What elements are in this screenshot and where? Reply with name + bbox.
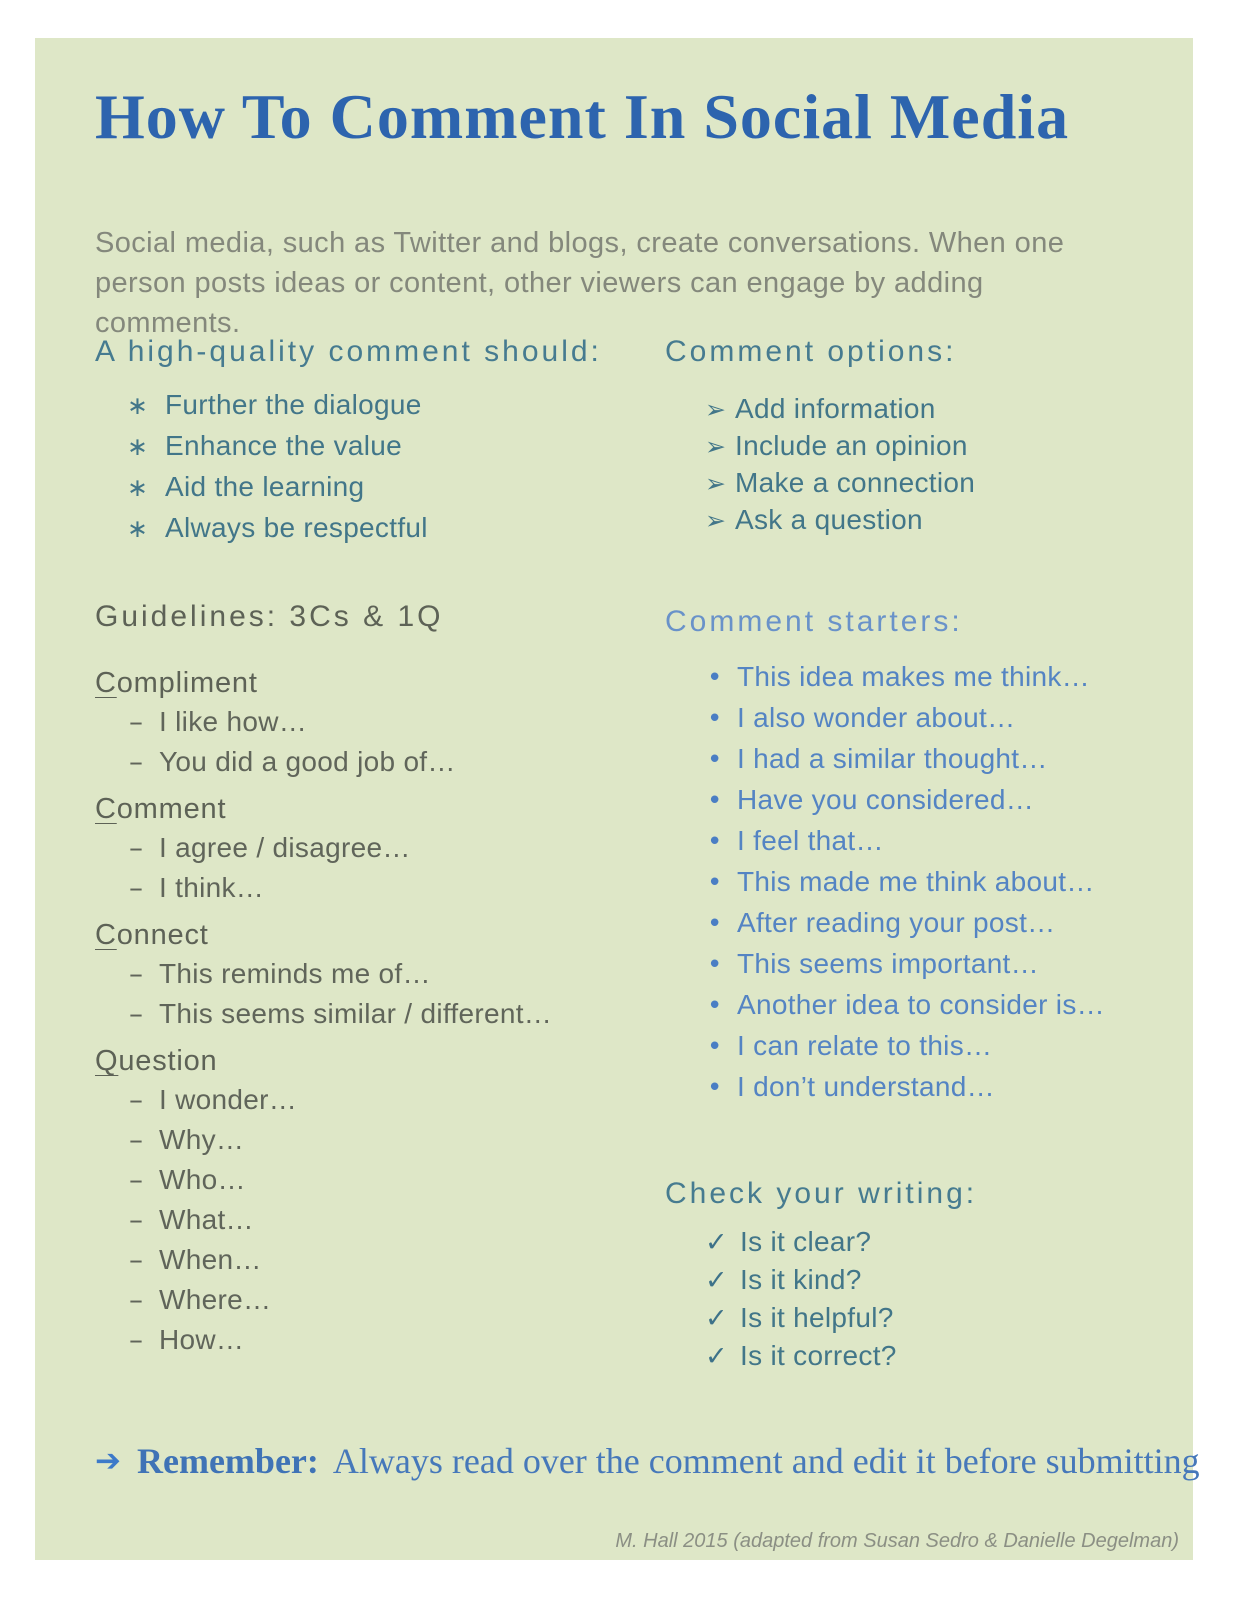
list-item-text: When… (159, 1244, 262, 1275)
list-item-text: This reminds me of… (159, 958, 431, 989)
list-item (665, 502, 1210, 539)
dash-icon: – (129, 1203, 144, 1236)
remember-text: Always read over the comment and edit it before submitting (332, 1441, 1200, 1481)
section-header: Guidelines: 3Cs & 1Q (95, 600, 444, 633)
list-item (95, 994, 655, 1034)
section-check-your-writing (665, 1175, 1210, 1375)
right-arrow-icon: ➔ (95, 1443, 121, 1479)
list-item (95, 868, 655, 908)
list-item (665, 1026, 1225, 1067)
group-items (95, 828, 655, 908)
dash-icon: – (129, 1123, 144, 1156)
dash-icon: – (129, 1163, 144, 1196)
checkmark-icon: ✓ (705, 1303, 728, 1334)
list-item-text: This seems important… (737, 948, 1039, 979)
dot-bullet-icon: • (707, 1032, 723, 1062)
group-compliment (95, 664, 655, 782)
section-header: Comment options: (665, 335, 957, 368)
arrow-bullet-icon: ➢ (705, 432, 727, 461)
dash-icon: – (129, 997, 144, 1030)
dot-bullet-icon: • (707, 745, 723, 775)
list-item-text: Enhance the value (165, 430, 403, 461)
section-comment-options (665, 333, 1210, 539)
dash-icon: – (129, 1083, 144, 1116)
list-item-text: I wonder… (159, 1084, 298, 1115)
list-item (95, 702, 655, 742)
group-question (95, 1042, 655, 1360)
group-items (95, 954, 655, 1034)
section-header: Comment starters: (665, 605, 963, 638)
page-title: How To Comment In Social Media (95, 81, 1070, 152)
remember-note (95, 1440, 1200, 1482)
list-item-text: Is it correct? (740, 1340, 897, 1371)
group-title: Question (95, 1045, 218, 1077)
checkmark-icon: ✓ (705, 1341, 728, 1372)
asterisk-icon: ∗ (127, 432, 149, 461)
dot-bullet-icon: • (707, 704, 723, 734)
list-item (665, 1223, 1210, 1261)
checkmark-icon: ✓ (705, 1265, 728, 1296)
dot-bullet-icon: • (707, 663, 723, 693)
dash-icon: – (129, 871, 144, 904)
list-item-text: You did a good job of… (159, 746, 456, 777)
list-item-text: What… (159, 1204, 254, 1235)
list-item (95, 1280, 655, 1320)
list-item (95, 1200, 655, 1240)
dot-bullet-icon: • (707, 786, 723, 816)
section-guidelines (95, 598, 655, 1360)
list-item-text: I agree / disagree… (159, 832, 411, 863)
list-item (665, 1067, 1225, 1108)
list-item-text: Is it helpful? (740, 1302, 894, 1333)
list-item (95, 1120, 655, 1160)
dash-icon: – (129, 831, 144, 864)
list-item (665, 944, 1225, 985)
group-title: Compliment (95, 667, 258, 699)
list-item-text: This seems similar / different… (159, 998, 553, 1029)
list-item-text: Further the dialogue (165, 389, 422, 420)
list-item (95, 1160, 655, 1200)
arrow-bullet-icon: ➢ (705, 506, 727, 535)
list-item (95, 385, 655, 426)
remember-label: Remember: (136, 1441, 319, 1481)
section-high-quality-comment (95, 333, 655, 549)
arrow-bullet-icon: ➢ (705, 395, 727, 424)
dash-icon: – (129, 1283, 144, 1316)
list-item (665, 985, 1225, 1026)
list-item (665, 780, 1225, 821)
list-item-text: This idea makes me think… (737, 661, 1090, 692)
dash-icon: – (129, 745, 144, 778)
list-item (665, 739, 1225, 780)
dash-icon: – (129, 1243, 144, 1276)
list-item-text: Include an opinion (735, 430, 968, 461)
dash-icon: – (129, 705, 144, 738)
dot-bullet-icon: • (707, 1073, 723, 1103)
group-connect (95, 916, 655, 1034)
check-list (665, 1223, 1210, 1375)
list-item (665, 1261, 1210, 1299)
group-items (95, 702, 655, 782)
section-header: A high-quality comment should: (95, 335, 602, 368)
checkmark-icon: ✓ (705, 1227, 728, 1258)
list-item (665, 1299, 1210, 1337)
dot-bullet-icon: • (707, 991, 723, 1021)
intro-text: Social media, such as Twitter and blogs, create conversations. When one person posts ideas or content, other viewers can engage by adding comments. (95, 227, 1065, 339)
asterisk-icon: ∗ (127, 473, 149, 502)
list-item (95, 426, 655, 467)
list-item-text: Have you considered… (737, 784, 1035, 815)
list-item-text: Add information (735, 393, 936, 424)
list-item (665, 391, 1210, 428)
list-item-text: Another idea to consider is… (737, 989, 1105, 1020)
group-title: Connect (95, 919, 209, 951)
list-item (95, 1240, 655, 1280)
list-item (665, 862, 1225, 903)
list-item (665, 1337, 1210, 1375)
dot-bullet-icon: • (707, 827, 723, 857)
asterisk-icon: ∗ (127, 391, 149, 420)
list-item-text: I think… (159, 872, 265, 903)
list-item (665, 465, 1210, 502)
list-item-text: Why… (159, 1124, 245, 1155)
list-item-text: I don’t understand… (737, 1071, 995, 1102)
list-item (95, 467, 655, 508)
dot-bullet-icon: • (707, 868, 723, 898)
list-item-text: Make a connection (735, 467, 976, 498)
starters-list (665, 657, 1225, 1108)
section-comment-starters (665, 603, 1225, 1108)
group-items (95, 1080, 655, 1360)
list-item-text: Who… (159, 1164, 246, 1195)
list-item-text: I had a similar thought… (737, 743, 1048, 774)
list-item (665, 657, 1225, 698)
list-item (95, 1320, 655, 1360)
list-item (95, 828, 655, 868)
list-item (95, 742, 655, 782)
poster-background (35, 38, 1200, 1560)
list-item-text: I can relate to this… (737, 1030, 993, 1061)
list-item-text: I like how… (159, 706, 308, 737)
list-item (95, 954, 655, 994)
list-item-text: Always be respectful (165, 512, 428, 543)
options-list (665, 391, 1210, 539)
list-item (665, 903, 1225, 944)
list-item (665, 821, 1225, 862)
group-title: Comment (95, 793, 227, 825)
dot-bullet-icon: • (707, 950, 723, 980)
list-item (95, 508, 655, 549)
list-item-text: I also wonder about… (737, 702, 1016, 733)
list-item-text: Aid the learning (165, 471, 365, 502)
arrow-bullet-icon: ➢ (705, 469, 727, 498)
list-item (95, 1080, 655, 1120)
dash-icon: – (129, 957, 144, 990)
list-item-text: I feel that… (737, 825, 884, 856)
group-comment (95, 790, 655, 908)
section-header: Check your writing: (665, 1177, 978, 1210)
list-item-text: Is it kind? (740, 1264, 862, 1295)
list-item-text: How… (159, 1324, 245, 1355)
list-item-text: Is it clear? (740, 1226, 872, 1257)
list-item (665, 698, 1225, 739)
dot-bullet-icon: • (707, 909, 723, 939)
asterisk-icon: ∗ (127, 514, 149, 543)
guidelines-groups (95, 664, 655, 1360)
list-item (665, 428, 1210, 465)
list-item-text: Where… (159, 1284, 272, 1315)
quality-list (95, 385, 655, 549)
list-item-text: After reading your post… (737, 907, 1056, 938)
dash-icon: – (129, 1323, 144, 1356)
list-item-text: This made me think about… (737, 866, 1095, 897)
credit-line: M. Hall 2015 (adapted from Susan Sedro & Danielle Degelman) (615, 1530, 1179, 1552)
list-item-text: Ask a question (735, 504, 923, 535)
